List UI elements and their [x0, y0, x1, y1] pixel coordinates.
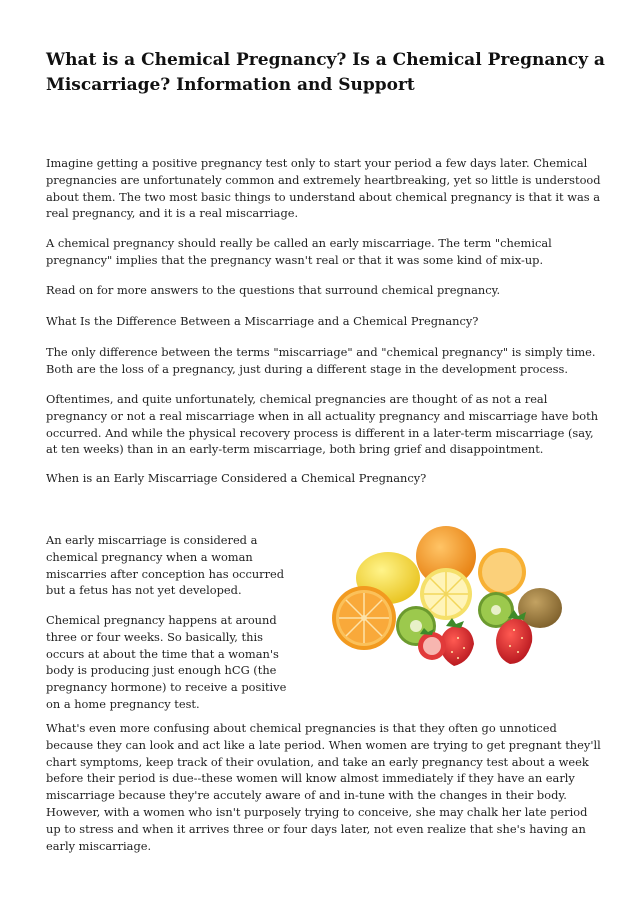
- paragraph-oftentimes: Oftentimes, and quite unfortunately, chemical pregnancies are thought of as not a real pregnancy or not a real miscarriage when in all actuality pregnancy and miscarriage have both occurred. And while the physical recovery process is different in a later-term miscarriage (say, at ten weeks) than in an early-term miscarriage, both bring grief and disappointment.: [46, 392, 599, 457]
- paragraph-read-on: Read on for more answers to the questions that surround chemical pregnancy.: [46, 283, 501, 297]
- paragraph-definition: A chemical pregnancy should really be called an early miscarriage. The term "chemical pregnancy" implies that the pregnancy wasn't real or that it was some kind of mix-up.: [46, 236, 552, 267]
- page-title: What is a Chemical Pregnancy? Is a Chemical Pregnancy a Miscarriage? Information and Support: [46, 50, 605, 95]
- paragraph-early-miscarriage: An early miscarriage is considered a chemical pregnancy when a woman miscarries after conception has occurred but a fetus has not yet developed.: [46, 533, 285, 598]
- heading-when: When is an Early Miscarriage Considered a Chemical Pregnancy?: [46, 471, 427, 485]
- paragraph-confusing: What's even more confusing about chemical pregnancies is that they often go unnoticed because they can look and act like a late period. When women are trying to get pregnant they'll chart symptoms, keep track of their ovulation, and take an early pregnancy test about a week before their period is due--these women will know almost immediately if they have an early miscarriage because they're accutely aware of and in-tune with the changes in their body. However, with a women who isn't purposely trying to conceive, she may chalk her late period up to stress and when it arrives three or four days later, not even realize that she's having an early miscarriage.: [46, 721, 601, 853]
- heading-difference: What Is the Difference Between a Miscarriage and a Chemical Pregnancy?: [46, 314, 479, 328]
- fruit-image: [318, 522, 568, 672]
- paragraph-difference: The only difference between the terms "miscarriage" and "chemical pregnancy" is simply time. Both are the loss of a pregnancy, just during a different stage in the development process.: [46, 345, 596, 376]
- paragraph-intro: Imagine getting a positive pregnancy test only to start your period a few days later. Chemical pregnancies are unfortunately common and extremely heartbreaking, yet so little is understood about them. The two most basic things to understand about chemical pregnancy is that it was a real pregnancy, and it is a real miscarriage.: [46, 156, 601, 221]
- paragraph-timing: Chemical pregnancy happens at around three or four weeks. So basically, this occurs at about the time that a woman's body is producing just enough hCG (the pregnancy hormone) to receive a positive on a home pregnancy test.: [46, 613, 287, 711]
